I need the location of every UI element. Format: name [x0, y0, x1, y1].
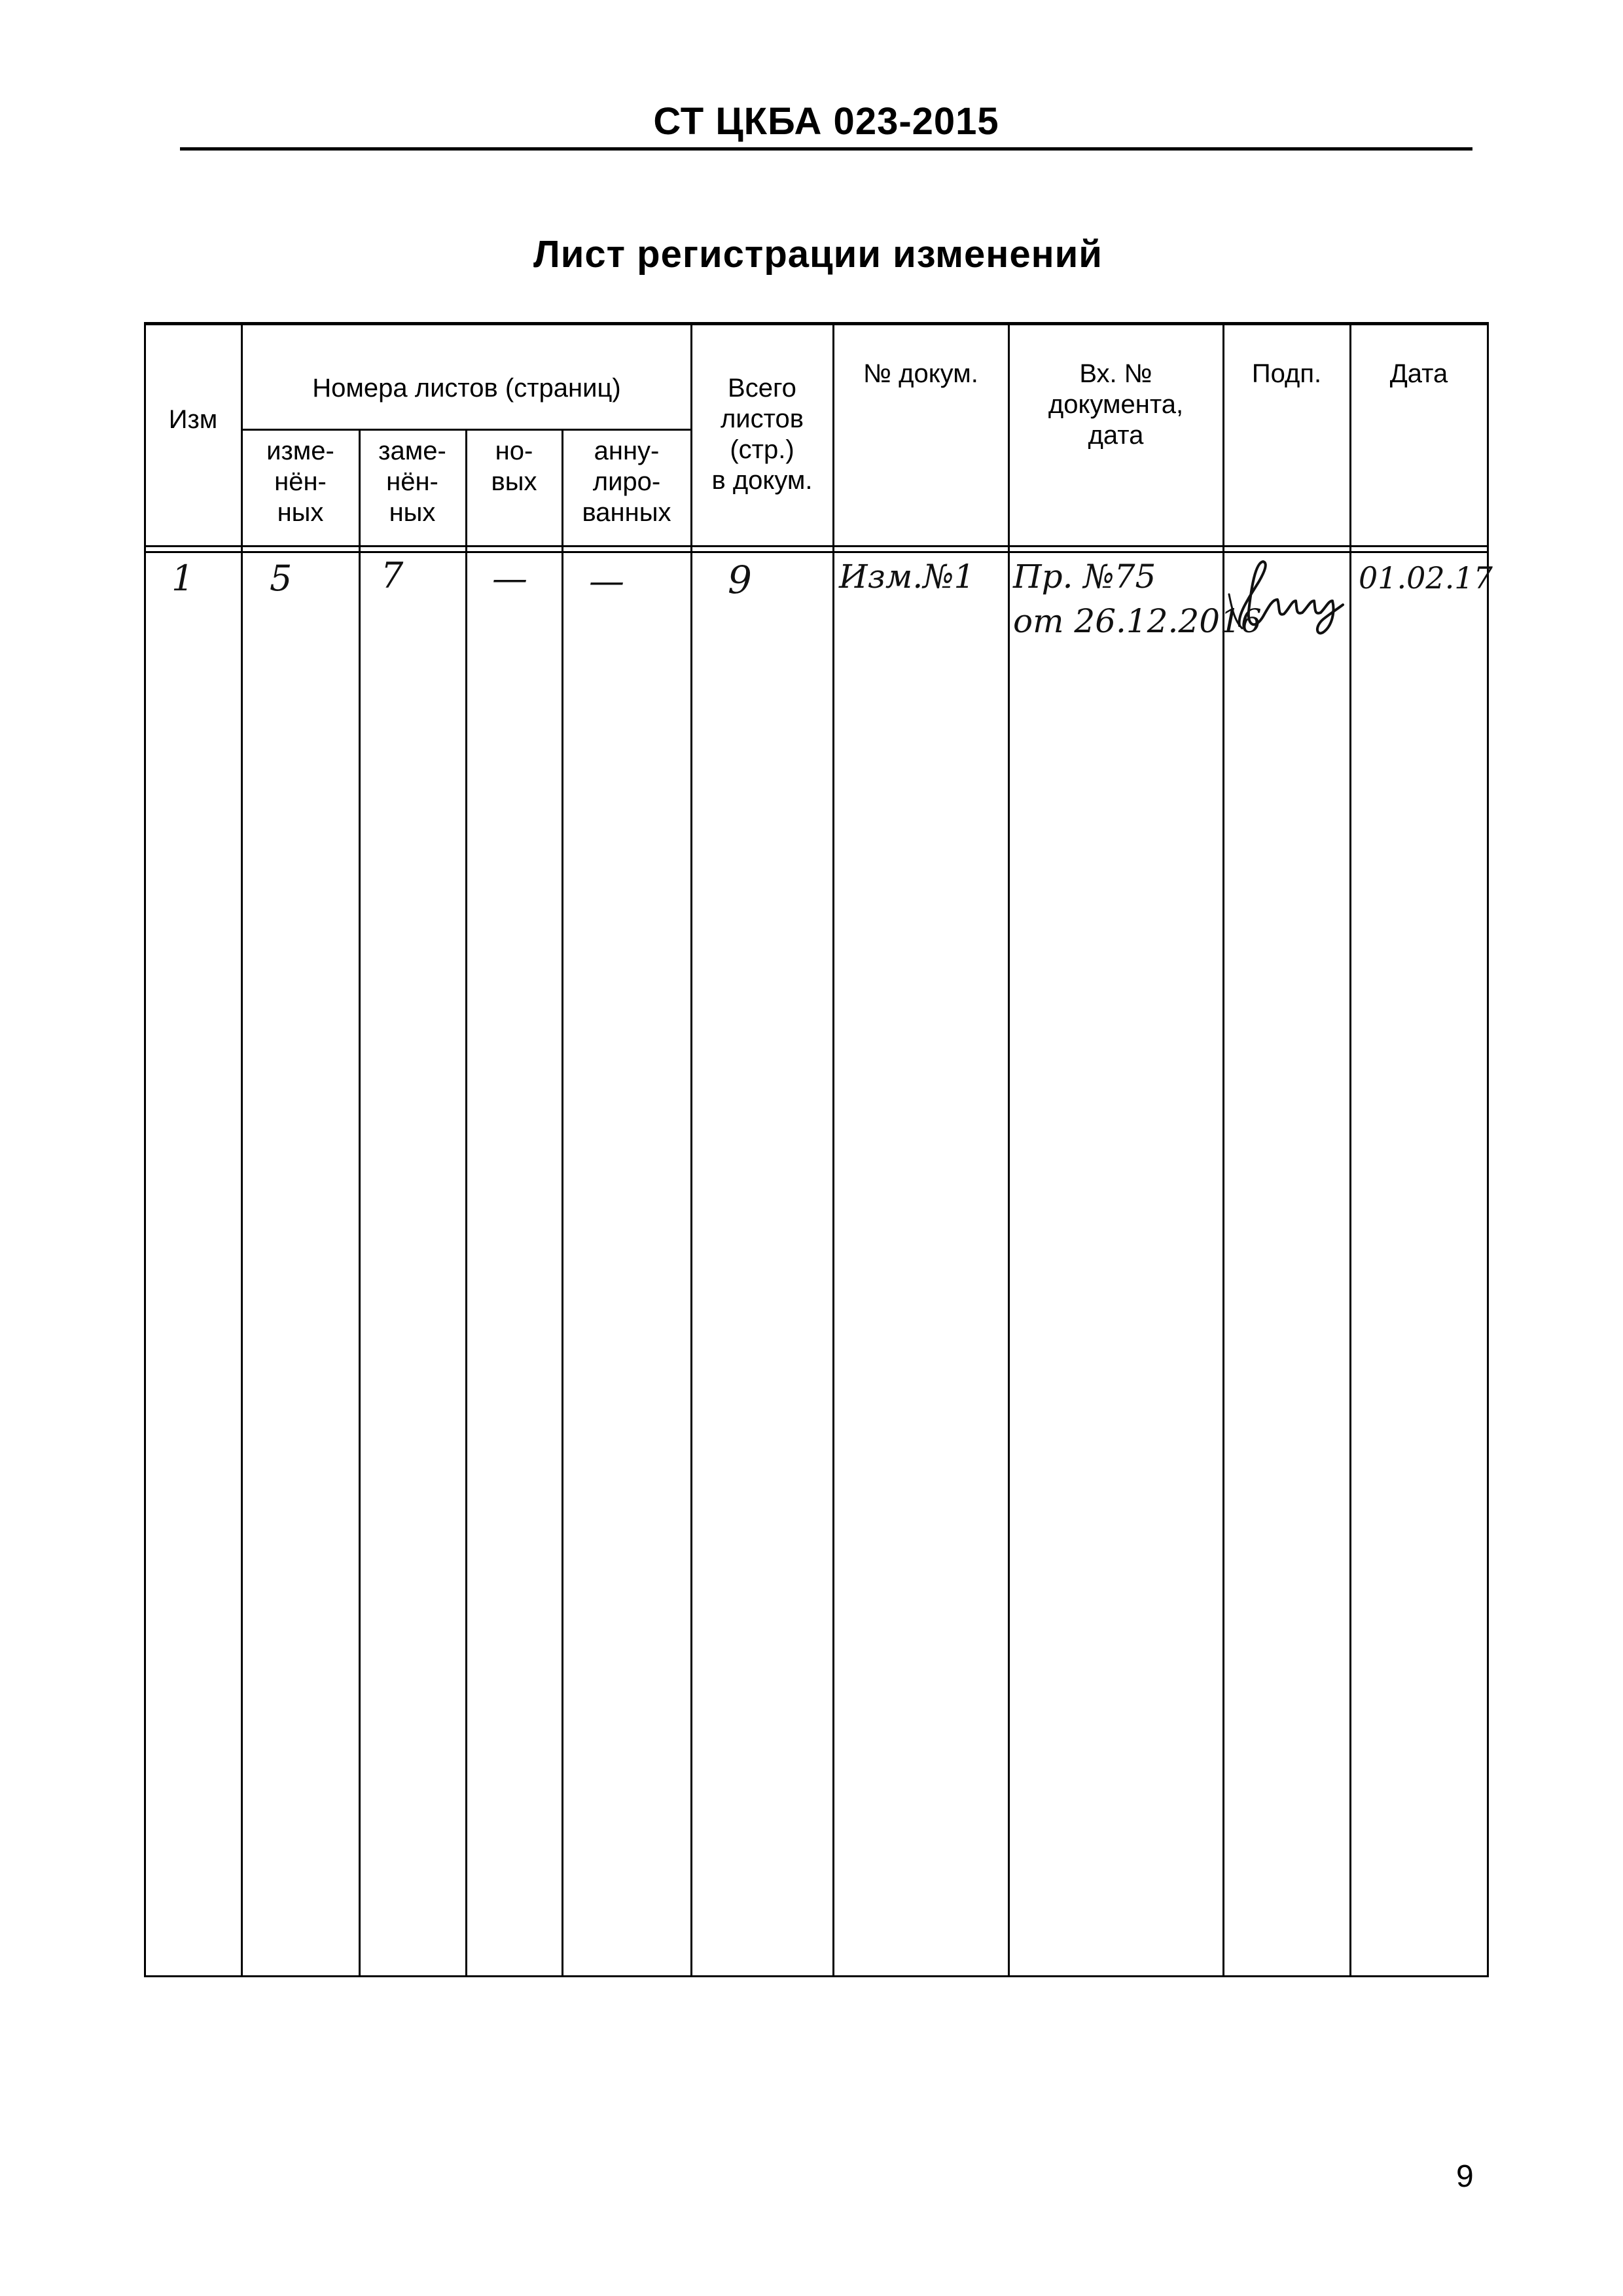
header-signature: Подп.	[1251, 359, 1322, 388]
table-bottom-border	[144, 1975, 1489, 1977]
row-1-incoming-line1: Пр. №75	[1013, 558, 1156, 596]
header-bottom-border	[144, 545, 1489, 547]
row-1-new: —	[492, 558, 527, 599]
row-1-signature	[1225, 548, 1349, 640]
column-divider	[1349, 322, 1351, 1977]
column-divider	[144, 322, 146, 1977]
header-new: но- вых	[491, 437, 537, 496]
column-divider	[241, 322, 243, 1977]
header-incoming-doc: Вх. № документа, дата	[1048, 359, 1184, 450]
column-divider	[832, 322, 834, 1977]
header-date: Дата	[1389, 359, 1448, 388]
column-divider	[562, 429, 563, 1977]
page-number: 9	[1456, 2159, 1474, 2194]
row-1-changed: 5	[270, 558, 293, 599]
header-rule	[180, 147, 1472, 151]
row-1-replaced: 7	[381, 555, 404, 596]
row-1-izm: 1	[171, 558, 194, 599]
column-divider	[359, 429, 361, 1977]
header-replaced: заме- нён- ных	[378, 437, 446, 527]
header-changed: изме- нён- ных	[266, 437, 334, 527]
header-doc-number: № докум.	[863, 359, 978, 388]
column-divider	[1008, 322, 1010, 1977]
column-divider	[690, 322, 692, 1977]
row-1-annulled: —	[589, 560, 624, 601]
header-sheet-numbers: Номера листов (страниц)	[312, 374, 621, 403]
header-izm: Изм	[168, 405, 218, 434]
column-divider	[465, 429, 467, 1977]
row-1-date: 01.02.17	[1359, 560, 1493, 596]
column-divider	[1222, 322, 1224, 1977]
row-1-total-sheets: 9	[728, 558, 752, 602]
document-code: СТ ЦКБА 023-2015	[653, 100, 999, 143]
header-annulled: анну- лиро- ванных	[582, 437, 671, 527]
page-title: Лист регистрации изменений	[533, 233, 1103, 276]
table-top-border	[144, 322, 1489, 325]
row-1-doc-number: Изм.№1	[839, 558, 975, 596]
header-total-sheets: Всего листов (стр.) в докум.	[711, 374, 813, 495]
row-1-incoming-line2: от 26.12.2016	[1013, 602, 1262, 640]
